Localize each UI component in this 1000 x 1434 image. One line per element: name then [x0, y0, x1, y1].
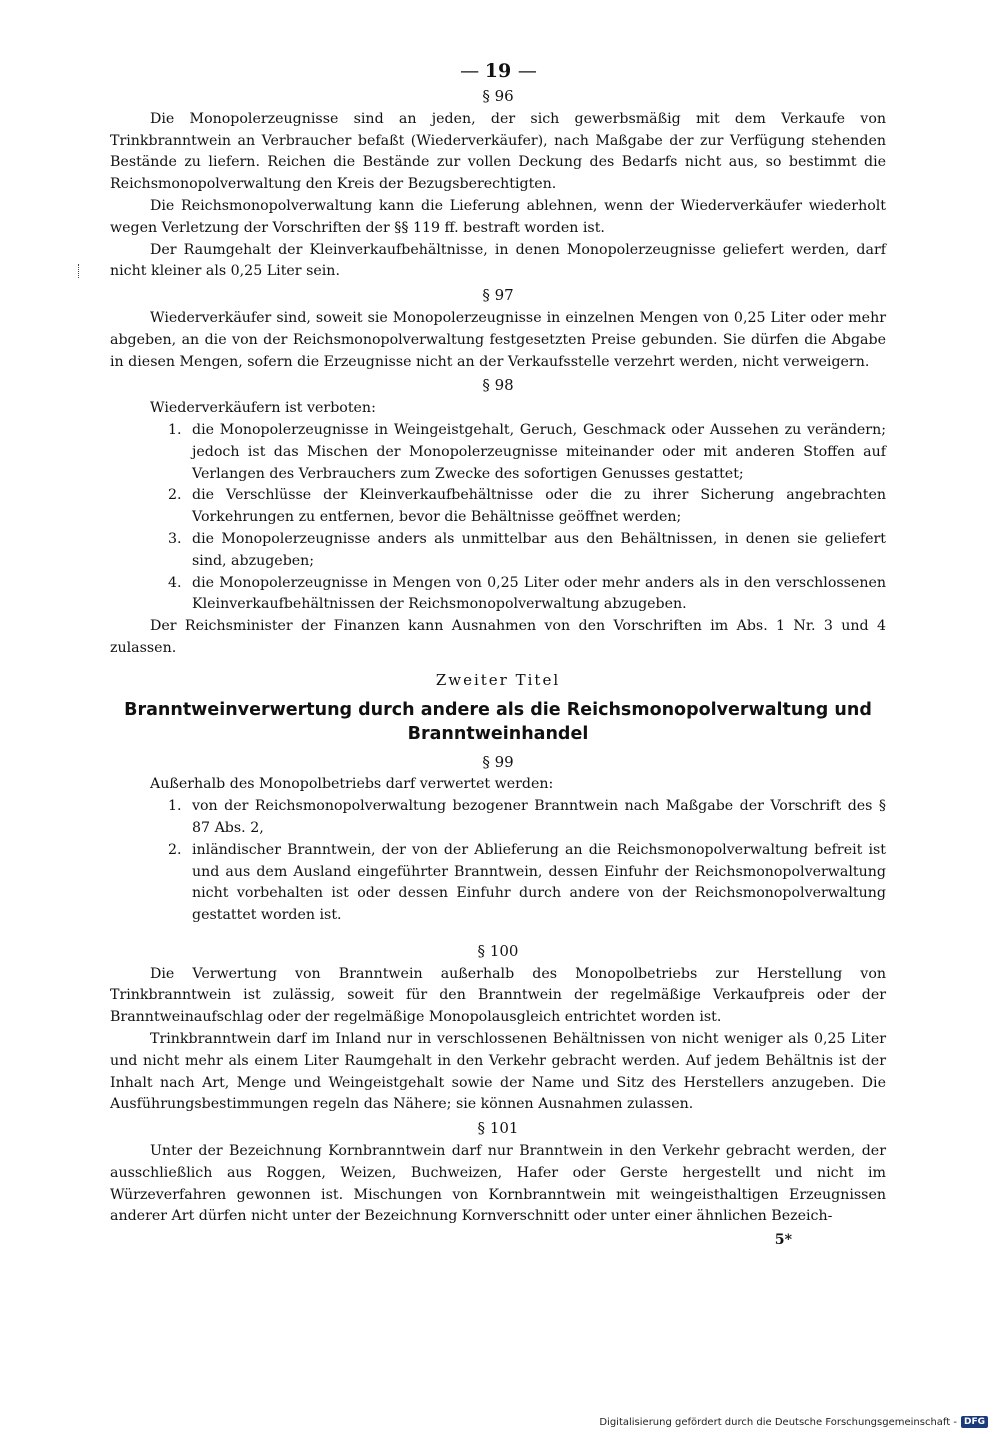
- section-98-closing: Der Reichsminister der Finanzen kann Ausnahmen von den Vorschriften im Abs. 1 Nr. 3 und 4 zulassen.: [110, 618, 886, 656]
- section-99-intro: Außerhalb des Monopolbetriebs darf verwertet werden:: [150, 776, 554, 793]
- section-98-list: [110, 420, 886, 616]
- section-99-item-2: [110, 840, 886, 927]
- section-99-title: § 99: [482, 752, 514, 771]
- section-100-paragraph-2: Trinkbranntwein darf im Inland nur in verschlossenen Behältnissen von nicht weniger als 0,25 Liter und nicht mehr als einem Liter Raumgehalt in den Verkehr gebracht werden. Auf jedem Behältnis ist der Inhalt nach Art, Menge und Weingeistgehalt sowie der Name und Sitz des Herstellers anzugeben. Die Ausführungsbestimmungen regeln das Nähere; sie können Ausnahmen zulassen.: [110, 1031, 886, 1113]
- printer-signature: 5*: [774, 1232, 792, 1249]
- chapter-heading: Branntweinverwertung durch andere als die Reichsmonopolverwaltung und Branntweinhandel: [124, 699, 872, 744]
- section-96-paragraph-3: Der Raumgehalt der Kleinverkaufbehältnisse, in denen Monopolerzeugnisse geliefert werden, darf nicht kleiner als 0,25 Liter sein.: [110, 241, 886, 280]
- list-number: 1.: [168, 798, 182, 815]
- section-98-item-2: [110, 485, 886, 529]
- dfg-logo: DFG: [961, 1416, 988, 1428]
- section-100-title: § 100: [477, 941, 519, 960]
- list-item-text: die Monopolerzeugnisse in Weingeistgehalt, Geruch, Geschmack oder Aussehen zu verändern; jedoch ist das Mischen der Monopolerzeugnisse miteinander oder mit anderen Stoffen auf Verlangen des Verbrauchers zum Zwecke des sofortigen Genusses gestattet;: [192, 421, 886, 482]
- section-96-paragraph-1: Die Monopolerzeugnisse sind an jeden, der sich gewerbsmäßig mit dem Verkaufe von Trinkbranntwein an Verbraucher befaßt (Wiederverkäufer), nach Maßgabe der zur Verfügung stehenden Bestände zu liefern. Reichen die Bestände zur vollen Deckung des Bedarfs nicht aus, so bestimmt die Reichsmonopolverwaltung den Kreis der Bezugsberechtigten.: [110, 110, 886, 193]
- document-page: [110, 58, 886, 1252]
- section-101-title: § 101: [477, 1119, 519, 1138]
- list-item-text: die Verschlüsse der Kleinverkaufbehältnisse oder die zu ihrer Sicherung angebrachten Vorkehrungen zu entfernen, bevor die Behältnisse geöffnet werden;: [192, 487, 886, 526]
- section-98-item-1: [110, 420, 886, 485]
- section-97-paragraph-1: Wiederverkäufer sind, soweit sie Monopolerzeugnisse in einzelnen Mengen von 0,25 Liter oder mehr abgeben, an die von der Reichsmonopolverwaltung festgesetzten Preise gebunden. Sie dürfen die Abgabe in diesen Mengen, sofern die Erzeugnisse nicht an der Verkaufsstelle verzehrt werden, nicht verweigern.: [110, 309, 886, 370]
- section-97-title: § 97: [482, 286, 514, 305]
- page-number-dash-left: —: [460, 60, 479, 82]
- list-number: 1.: [168, 421, 182, 438]
- page-number-line: [110, 58, 886, 84]
- section-101-paragraph-1: Unter der Bezeichnung Kornbranntwein darf nur Branntwein in den Verkehr gebracht werden, der ausschließlich aus Roggen, Weizen, Buchweizen, Hafer oder Gerste hergestellt und nicht im Würzeverfahren gewonnen ist. Mischungen von Kornbranntwein mit weingeisthaltigen Erzeugnissen anderer Art dürfen nicht unter der Bezeichnung Kornverschnitt oder unter einer ähnlichen Bezeich-: [110, 1143, 886, 1225]
- page-number: 19: [484, 60, 512, 82]
- section-99-list: [110, 796, 886, 927]
- section-98-item-4: [110, 573, 886, 617]
- footer-text: Digitalisierung gefördert durch die Deutsche Forschungsgemeinschaft -: [599, 1416, 957, 1428]
- page-number-dash-right: —: [517, 60, 536, 82]
- list-item-text: inländischer Branntwein, der von der Ablieferung an die Reichsmonopolverwaltung befreit ist und aus dem Ausland eingeführter Branntwein, dessen Einfuhr der Reichsmonopolverwaltung nicht vorbehalten ist oder dessen Einfuhr durch andere von der Reichsmonopolverwaltung gestattet worden ist.: [192, 841, 886, 924]
- section-96-title: § 96: [482, 87, 514, 105]
- section-100-paragraph-1: Die Verwertung von Branntwein außerhalb des Monopolbetriebs zur Herstellung von Trinkbranntwein ist zulässig, soweit für den Branntwein der regelmäßige Verkaufpreis oder der Branntweinaufschlag oder der regelmäßige Monopolausgleich entrichtet worden ist.: [110, 965, 886, 1026]
- margin-mark: [78, 264, 81, 278]
- list-item-text: von der Reichsmonopolverwaltung bezogener Branntwein nach Maßgabe der Vorschrift des § 87 Abs. 2,: [192, 798, 886, 836]
- spacer: [110, 927, 886, 939]
- section-99-item-1: [110, 796, 886, 840]
- list-number: 2.: [168, 487, 182, 504]
- section-98-intro: Wiederverkäufern ist verboten:: [150, 400, 376, 417]
- list-number: 4.: [168, 574, 182, 591]
- list-item-text: die Monopolerzeugnisse anders als unmittelbar aus den Behältnissen, in denen sie geliefert sind, abzugeben;: [192, 530, 886, 569]
- section-98-item-3: [110, 529, 886, 573]
- list-number: 2.: [168, 841, 182, 858]
- section-96-paragraph-2: Die Reichsmonopolverwaltung kann die Lieferung ablehnen, wenn der Wiederverkäufer wiederholt wegen Verletzung der Vorschriften der §§ 119 ff. bestraft worden ist.: [110, 197, 886, 236]
- list-number: 3.: [168, 530, 182, 547]
- list-item-text: die Monopolerzeugnisse in Mengen von 0,25 Liter oder mehr anders als in den verschlossenen Kleinverkaufbehältnissen der Reichsmonopolverwaltung abzugeben.: [192, 574, 886, 613]
- footer-credit: [599, 1416, 988, 1428]
- chapter-subtitle: Zweiter Titel: [435, 670, 561, 689]
- section-98-title: § 98: [482, 376, 514, 395]
